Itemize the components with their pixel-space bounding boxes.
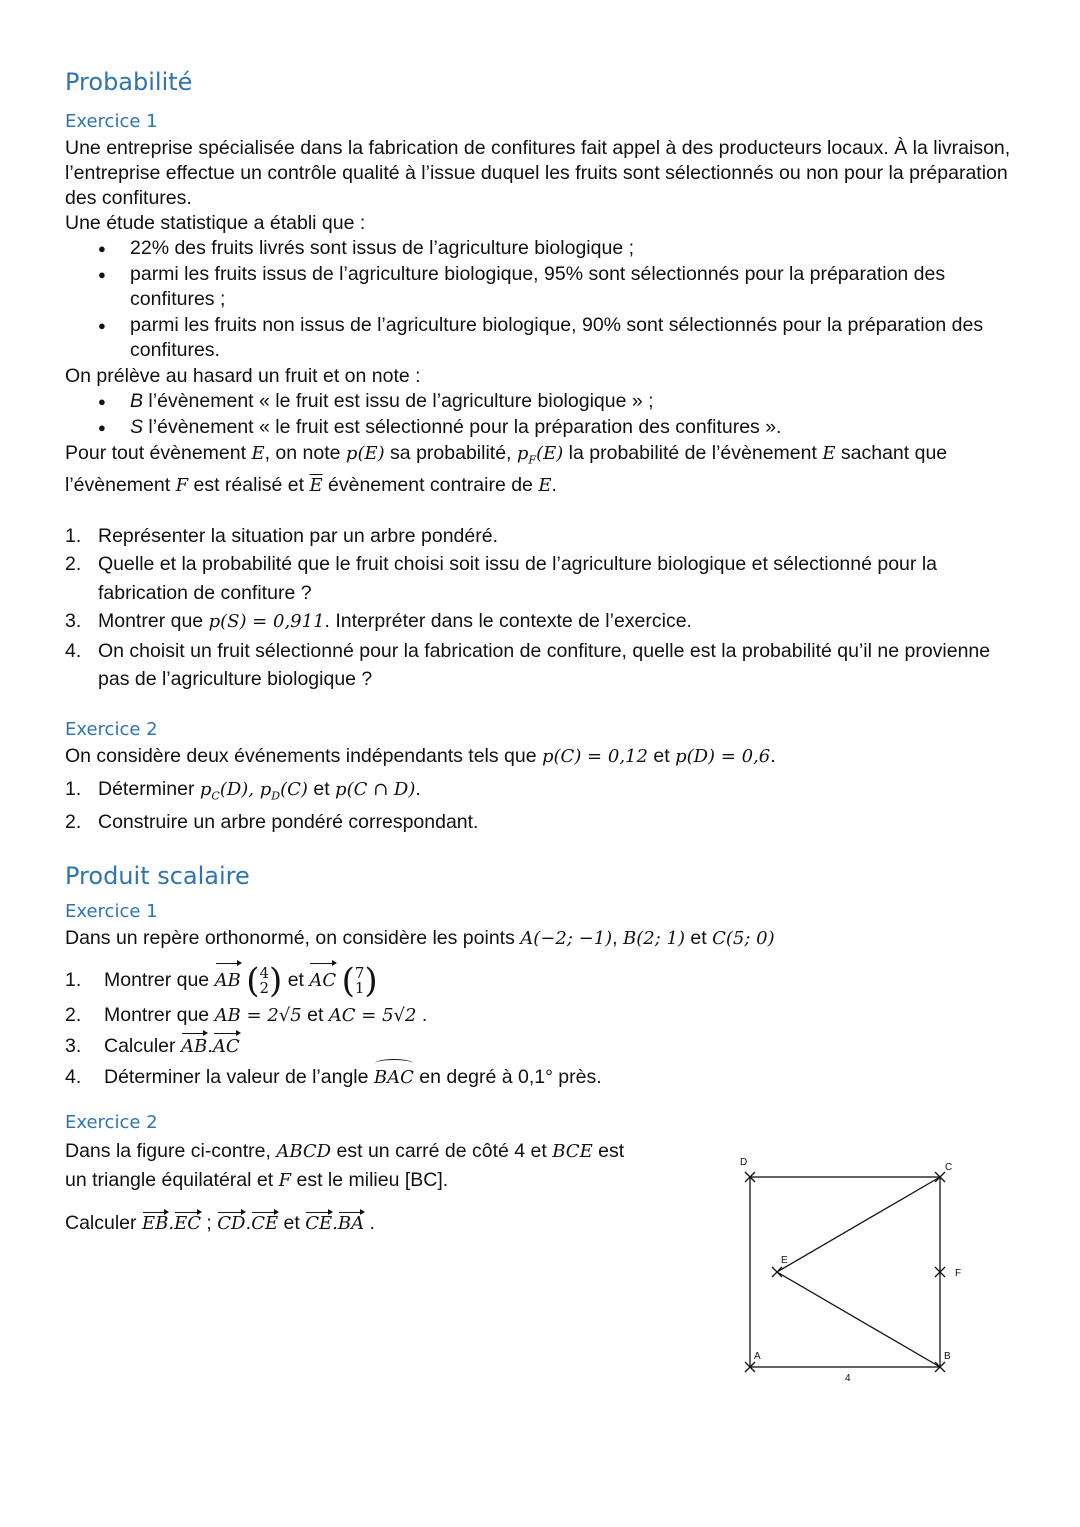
column-vector: ( 4 2 ) xyxy=(246,961,283,1002)
list-item: 3. Montrer que p(S) = 0,911. Interpréter dans le contexte de l’exercice. xyxy=(65,610,692,633)
list-item: 4. On choisit un fruit sélectionné pour la fabrication de confiture, quelle est la probabilité qu’il ne provienne pas de l’agriculture biologique ? xyxy=(65,639,991,691)
event-var: B xyxy=(130,390,144,412)
paragraph-intro: Dans un repère orthonormé, on considère les points A(−2; −1), B(2; 1) et C(5; 0) xyxy=(65,927,775,950)
question-list xyxy=(65,522,1025,694)
paragraph-calc: Calculer EB.EC ; CD.CE et CE.BA . xyxy=(65,1212,375,1235)
label-e: E xyxy=(781,1255,788,1266)
label-b: B xyxy=(944,1351,951,1362)
square-abcd xyxy=(750,1177,940,1367)
paragraph-etude: Une étude statistique a établi que : xyxy=(65,212,366,234)
list-item: 2. Construire un arbre pondéré correspondant. xyxy=(65,811,479,834)
list-item: 1. Montrer que AB ( 4 2 ) et AC ( 7 1 ) xyxy=(65,961,378,1002)
document-page xyxy=(65,62,1025,1236)
label-d: D xyxy=(740,1157,748,1168)
paragraph-preleve: On prélève au hasard un fruit et on note : xyxy=(65,365,421,387)
exercise-title: Exercice 2 xyxy=(65,718,158,740)
event-text: l’évènement « le fruit est issu de l’agriculture biologique » ; xyxy=(143,390,654,412)
exercise-title: Exercice 1 xyxy=(65,901,158,923)
label-a: A xyxy=(754,1351,761,1362)
list-item: 2. Quelle et la probabilité que le fruit choisi soit issu de l’agriculture biologique et sélectionné pour la fabrication de confiture ? xyxy=(65,553,937,604)
list-item: ● parmi les fruits non issus de l’agriculture biologique, 90% sont sélectionnés pour la préparation des confitures. xyxy=(130,313,1025,363)
section-title-probabilite: Probabilité xyxy=(65,68,193,96)
list-item: 4. Déterminer la valeur de l’angle BAC en degré à 0,1° près. xyxy=(65,1062,1025,1093)
list-item xyxy=(130,389,1025,414)
square-triangle-figure xyxy=(735,1150,975,1390)
label-side: 4 xyxy=(845,1373,851,1384)
list-item xyxy=(130,415,1025,440)
list-item: 3. Calculer AB.AC xyxy=(65,1031,1025,1062)
event-var: S xyxy=(130,416,144,438)
event-text: l’évènement « le fruit est sélectionné pour la préparation des confitures ». xyxy=(143,416,782,438)
question-list xyxy=(65,776,1025,837)
label-f: F xyxy=(955,1268,962,1279)
label-c: C xyxy=(945,1162,953,1173)
list-item: ● 22% des fruits livrés sont issus de l’agriculture biologique ; xyxy=(130,236,1025,261)
point-markers xyxy=(745,1172,945,1372)
paragraph-intro: Dans la figure ci-contre, ABCD est un carré de côté 4 et BCE est un triangle équilatéral et F est le milieu [BC]. xyxy=(65,1140,625,1192)
column-vector: ( 7 1 ) xyxy=(341,961,378,1002)
exercise-title: Exercice 1 xyxy=(65,111,158,132)
exercise-title: Exercice 2 xyxy=(65,1112,158,1134)
paragraph-intro: Une entreprise spécialisée dans la fabrication de confitures fait appel à des producteurs locaux. À la livraison, l’entreprise effectue un contrôle qualité à l’issue duquel les fruits sont sélectionnés ou non pour la préparation des confitures. xyxy=(65,137,1011,209)
event-list xyxy=(65,389,1025,440)
section-title-produit-scalaire: Produit scalaire xyxy=(65,862,250,891)
list-item: ● parmi les fruits issus de l’agriculture biologique, 95% sont sélectionnés pour la préparation des confitures ; xyxy=(130,262,1025,312)
list-item: 1. Déterminer $p_C(D)$, $p_D(C)$ et p(C ∩ D). xyxy=(65,777,421,803)
list-item: 1. Représenter la situation par un arbre pondéré. xyxy=(65,524,498,547)
list-item: 2. Montrer que AB = 2√5 et AC = 5√2 . xyxy=(65,1004,428,1027)
paragraph-notation: Pour tout évènement E, on note p(E) sa probabilité, $p_F(E)$ la probabilité de l’évènement E sachant que l’évènement F est réalisé et $\overline{E}$ évènement contraire de E. xyxy=(65,442,948,496)
question-list xyxy=(65,961,1025,1093)
bullet-list xyxy=(65,236,1025,363)
triangle-bce xyxy=(777,1177,940,1367)
paragraph-intro: On considère deux événements indépendants tels que p(C) = 0,12 et p(D) = 0,6. xyxy=(65,744,776,767)
